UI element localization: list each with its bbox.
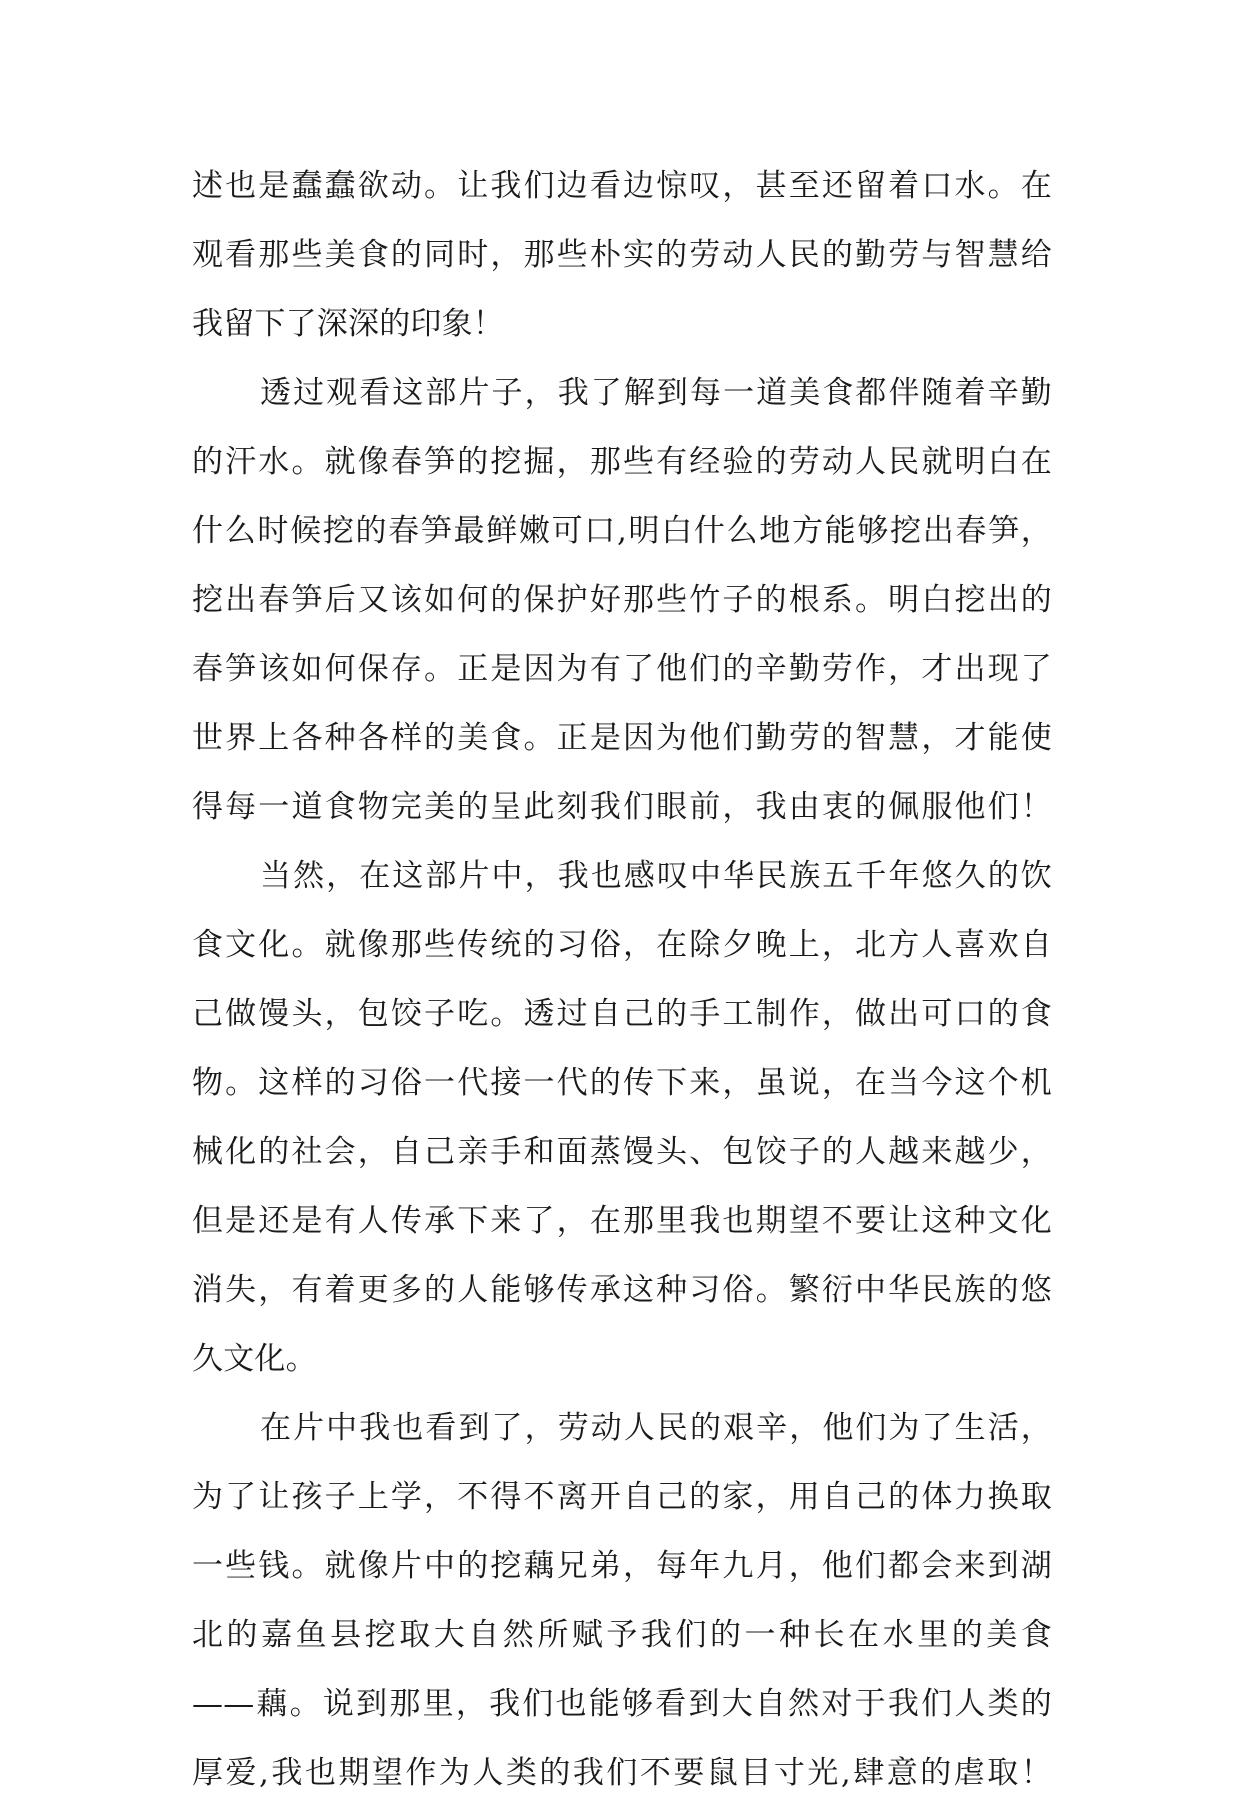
text-line: 春笋该如何保存。正是因为有了他们的辛勤劳作，才出现了 [192,651,1052,687]
text-line: 什么时候挖的春笋最鲜嫩可口,明白什么地方能够挖出春笋， [192,513,1052,549]
text-line: 物。这样的习俗一代接一代的传下来，虽说，在当今这个机 [192,1065,1052,1101]
text-line: 当然，在这部片中，我也感叹中华民族五千年悠久的饮 [260,858,1052,894]
document-body [192,152,1052,1808]
text-line: 消失，有着更多的人能够传承这种习俗。繁衍中华民族的悠 [192,1272,1052,1308]
text-line: 为了让孩子上学，不得不离开自己的家，用自己的体力换取 [192,1479,1052,1515]
text-line: 久文化。 [192,1341,317,1377]
text-line: 但是还是有人传承下来了，在那里我也期望不要让这种文化 [192,1203,1052,1239]
text-line: 得每一道食物完美的呈此刻我们眼前，我由衷的佩服他们！ [192,789,1052,825]
text-line: 械化的社会，自己亲手和面蒸馒头、包饺子的人越来越少， [192,1134,1052,1170]
text-line: 在片中我也看到了，劳动人民的艰辛，他们为了生活， [260,1410,1052,1446]
text-line: 述也是蠢蠢欲动。让我们边看边惊叹，甚至还留着口水。在 [192,168,1052,204]
text-line: 挖出春笋后又该如何的保护好那些竹子的根系。明白挖出的 [192,582,1052,618]
text-line: 透过观看这部片子，我了解到每一道美食都伴随着辛勤 [260,375,1052,411]
text-line: 北的嘉鱼县挖取大自然所赋予我们的一种长在水里的美食 [192,1617,1052,1653]
text-line: 厚爱,我也期望作为人类的我们不要鼠目寸光,肆意的虐取！ [192,1755,1052,1791]
text-line: 观看那些美食的同时，那些朴实的劳动人民的勤劳与智慧给 [192,237,1052,273]
text-line: ——藕。说到那里，我们也能够看到大自然对于我们人类的 [192,1686,1052,1722]
text-line: 我留下了深深的印象！ [192,306,504,342]
text-line: 的汗水。就像春笋的挖掘，那些有经验的劳动人民就明白在 [192,444,1052,480]
text-line: 己做馒头，包饺子吃。透过自己的手工制作，做出可口的食 [192,996,1052,1032]
text-line: 一些钱。就像片中的挖藕兄弟，每年九月，他们都会来到湖 [192,1548,1052,1584]
text-line: 食文化。就像那些传统的习俗，在除夕晚上，北方人喜欢自 [192,927,1052,963]
text-line: 世界上各种各样的美食。正是因为他们勤劳的智慧，才能使 [192,720,1052,756]
